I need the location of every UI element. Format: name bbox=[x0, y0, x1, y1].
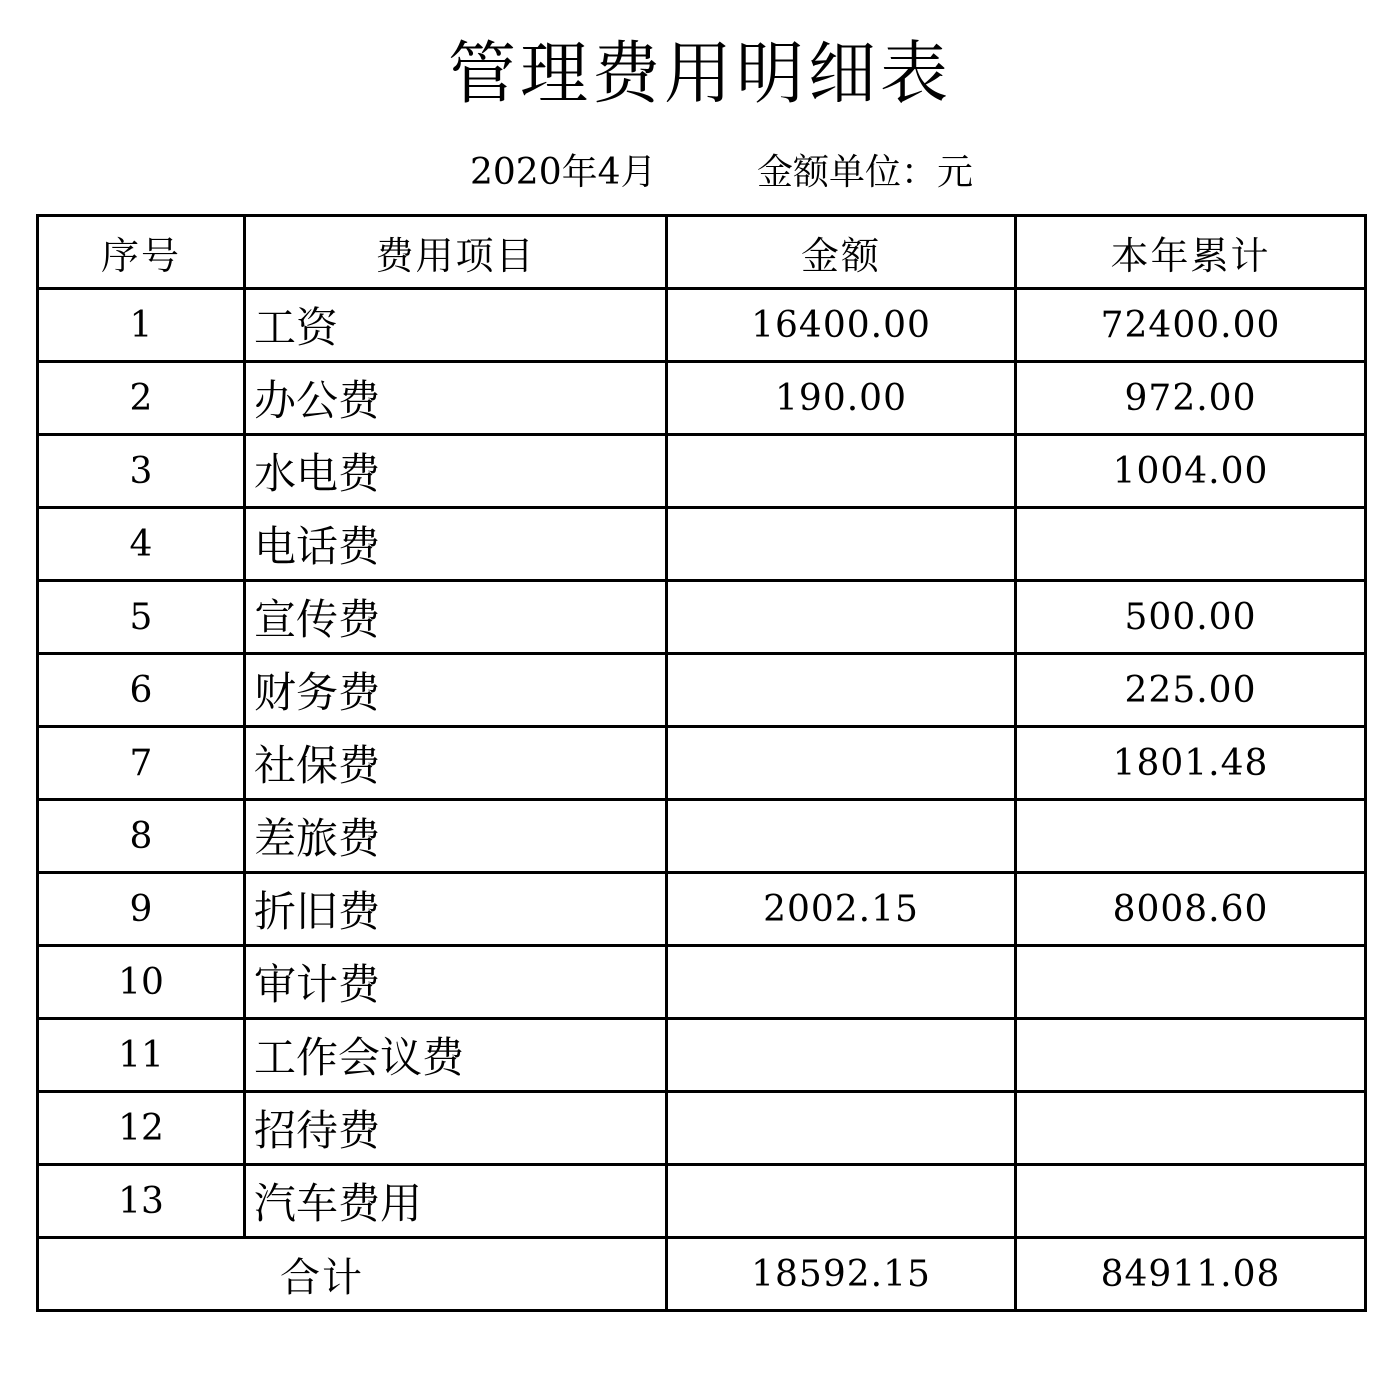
header-ytd: 本年累计 bbox=[1016, 216, 1366, 289]
seq-cell: 4 bbox=[38, 508, 245, 581]
amount-cell bbox=[667, 946, 1016, 1019]
header-amount: 金额 bbox=[667, 216, 1016, 289]
amount-cell bbox=[667, 581, 1016, 654]
table-row bbox=[38, 800, 1366, 873]
seq-cell: 5 bbox=[38, 581, 245, 654]
ytd-cell: 8008.60 bbox=[1016, 873, 1366, 946]
table-header-row bbox=[38, 216, 1366, 289]
page-title: 管理费用明细表 bbox=[447, 35, 952, 114]
ytd-cell bbox=[1016, 1092, 1366, 1165]
amount-cell bbox=[667, 727, 1016, 800]
expense-table bbox=[36, 214, 1367, 1312]
table-row bbox=[38, 435, 1366, 508]
amount-cell: 16400.00 bbox=[667, 289, 1016, 362]
report-period: 2020年4月 bbox=[470, 152, 657, 193]
seq-cell: 2 bbox=[38, 362, 245, 435]
amount-cell bbox=[667, 508, 1016, 581]
table-row bbox=[38, 873, 1366, 946]
amount-cell: 190.00 bbox=[667, 362, 1016, 435]
total-amount: 18592.15 bbox=[667, 1238, 1016, 1311]
item-cell: 汽车费用 bbox=[245, 1165, 667, 1238]
seq-cell: 1 bbox=[38, 289, 245, 362]
ytd-cell bbox=[1016, 1019, 1366, 1092]
table-row bbox=[38, 581, 1366, 654]
table-row bbox=[38, 654, 1366, 727]
ytd-cell bbox=[1016, 800, 1366, 873]
amount-cell bbox=[667, 1092, 1016, 1165]
ytd-cell: 225.00 bbox=[1016, 654, 1366, 727]
amount-cell bbox=[667, 800, 1016, 873]
item-cell: 社保费 bbox=[245, 727, 667, 800]
ytd-cell: 972.00 bbox=[1016, 362, 1366, 435]
seq-cell: 12 bbox=[38, 1092, 245, 1165]
ytd-cell bbox=[1016, 946, 1366, 1019]
amount-cell bbox=[667, 435, 1016, 508]
seq-cell: 8 bbox=[38, 800, 245, 873]
amount-cell bbox=[667, 1165, 1016, 1238]
table-row bbox=[38, 508, 1366, 581]
seq-cell: 3 bbox=[38, 435, 245, 508]
item-cell: 办公费 bbox=[245, 362, 667, 435]
seq-cell: 6 bbox=[38, 654, 245, 727]
total-row bbox=[38, 1238, 1366, 1311]
table-row bbox=[38, 362, 1366, 435]
table-row bbox=[38, 946, 1366, 1019]
seq-cell: 10 bbox=[38, 946, 245, 1019]
ytd-cell: 1801.48 bbox=[1016, 727, 1366, 800]
item-cell: 工作会议费 bbox=[245, 1019, 667, 1092]
seq-cell: 7 bbox=[38, 727, 245, 800]
amount-cell bbox=[667, 1019, 1016, 1092]
item-cell: 招待费 bbox=[245, 1092, 667, 1165]
item-cell: 折旧费 bbox=[245, 873, 667, 946]
amount-cell bbox=[667, 654, 1016, 727]
amount-cell: 2002.15 bbox=[667, 873, 1016, 946]
table-row bbox=[38, 1165, 1366, 1238]
ytd-cell bbox=[1016, 1165, 1366, 1238]
item-cell: 水电费 bbox=[245, 435, 667, 508]
total-label: 合计 bbox=[38, 1238, 667, 1311]
table-row bbox=[38, 727, 1366, 800]
header-seq: 序号 bbox=[38, 216, 245, 289]
ytd-cell: 1004.00 bbox=[1016, 435, 1366, 508]
table-row bbox=[38, 289, 1366, 362]
seq-cell: 13 bbox=[38, 1165, 245, 1238]
item-cell: 审计费 bbox=[245, 946, 667, 1019]
ytd-cell bbox=[1016, 508, 1366, 581]
item-cell: 宣传费 bbox=[245, 581, 667, 654]
item-cell: 财务费 bbox=[245, 654, 667, 727]
item-cell: 电话费 bbox=[245, 508, 667, 581]
amount-unit: 金额单位：元 bbox=[757, 152, 974, 193]
ytd-cell: 500.00 bbox=[1016, 581, 1366, 654]
item-cell: 工资 bbox=[245, 289, 667, 362]
item-cell: 差旅费 bbox=[245, 800, 667, 873]
table-row bbox=[38, 1019, 1366, 1092]
header-item: 费用项目 bbox=[245, 216, 667, 289]
seq-cell: 11 bbox=[38, 1019, 245, 1092]
total-ytd: 84911.08 bbox=[1016, 1238, 1366, 1311]
seq-cell: 9 bbox=[38, 873, 245, 946]
ytd-cell: 72400.00 bbox=[1016, 289, 1366, 362]
table-row bbox=[38, 1092, 1366, 1165]
